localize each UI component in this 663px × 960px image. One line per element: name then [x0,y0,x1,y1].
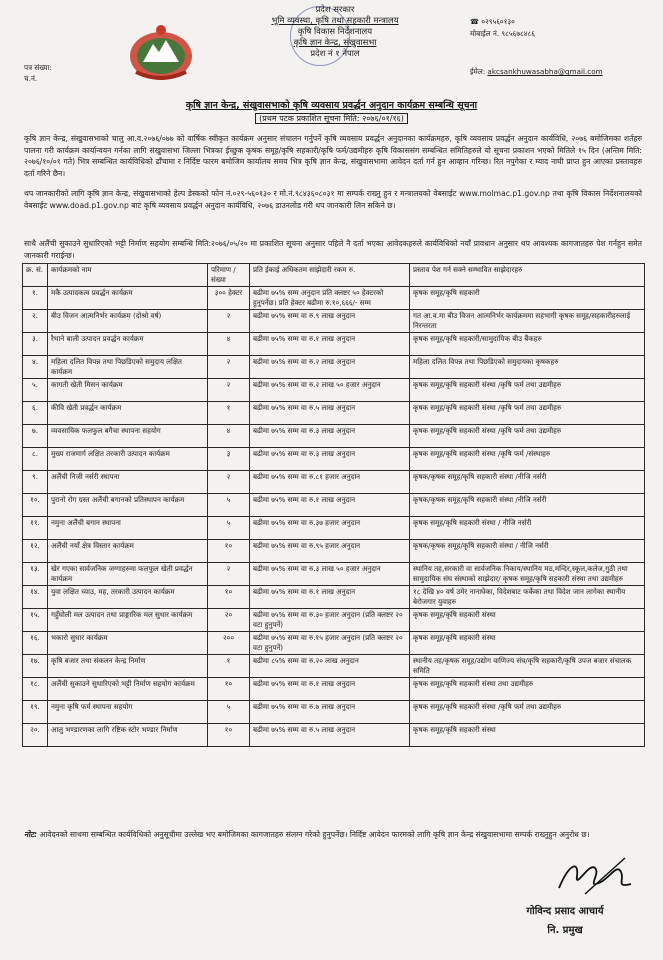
cell-program: बीउ विजन आत्मनिर्भर कार्यक्रम (दोश्रो वर्ष) [48,310,208,333]
table-row [23,471,645,494]
cell-amount: बढीमा ७५% सम्म वा रु.३ लाख अनुदान [250,425,410,448]
cell-amount: बढीमा ७५% सम्म वा रु.५ लाख अनुदान [250,402,410,425]
cell-quantity: ४ [208,333,250,356]
cell-program: भकारो सुधार कार्यक्रम [48,632,208,655]
cell-partners: महिला दलित विपन्न तथा पिछडिएको समुदायका कृषकहरु [410,356,645,379]
table-row [23,287,645,310]
email-label: ईमेल: [470,67,486,76]
cell-sn: ४. [23,356,48,379]
cell-quantity: ४ [208,425,250,448]
cell-amount: बढीमा ७५% सम्म वा रु.१ लाख अनुदान [250,678,410,701]
cell-quantity: ३ [208,448,250,471]
col-header-amount: प्रति ईकाई अधिकतम साझेदारी रकम रु. [250,264,410,287]
cell-quantity: २ [208,310,250,333]
header-line-3: कृषि विकास निर्देशनालय [297,26,373,36]
email-address[interactable]: akcsankhuwasabha@gmail.com [487,67,603,76]
cell-partners: कृषक समूह/कृषि सहकारी संस्था [410,632,645,655]
cell-program: आलु भण्डारणका लागि रष्टिक स्टोर भण्डार निर्माण [48,724,208,747]
cell-amount: बढीमा ७५% सम्म वा रु.५ लाख अनुदान [250,724,410,747]
cell-sn: २०. [23,724,48,747]
cell-sn: १५. [23,609,48,632]
cell-sn: १७. [23,655,48,678]
paragraph-1: कृषि ज्ञान केन्द्र, संखुवासभाको चालु आ.व.२०७६/०७७ को वार्षिक स्वीकृत कार्यक्रम अनुसार संचालन गर्नुपर्ने कृषि व्यवसाय प्रवर्द्धन अनुदानका कार्यक्रमहरु, कृषि व्यवसाय प्रवर्द्धन अनुदान कार्यविधि, २०७६ बमोजिमका शर्तहरु पालना गरी कार्यक्रम कार्यान्वयन गर्नका लागि संखुवासभा जिल्ला भित्रका ईच्छुक कृषक समूह/कृषि सहकारी/कृषि फर्म/उद्यमीहरु कृषि विकाससंग सम्बन्धित समितिहरुले यो सूचना प्रकाशन भएको मितिले १५ दिन (अन्तिम मिति: २०७६/१०/०१ गते) भित्र सम्बन्धित कार्यविधिको ढाँचामा र निर्दिष्ट फारम बमोजिम कार्यालय समय भित्र कृषि ज्ञान केन्द्र, संखुवासभामा आवेदन दर्ता गर्न हुन आव्हान गरिन्छ। रित नपुगेका र म्याद नाघी प्राप्त हुन आएका प्रस्तावहरु दर्ता गरिने छैन। [24,134,642,178]
ref-chalani: च.नं. [24,74,38,83]
cell-quantity: ५ [208,494,250,517]
cell-partners: कृषक समूह/कृषि सहकारी संस्था / नीजि नर्सरी [410,517,645,540]
cell-partners: कृषक समूह/कृषि सहकारी संस्था /कृषि फर्म /संस्थाहरु [410,448,645,471]
reference-block [24,62,52,84]
cell-program: कृषि बजार तथा संकलन केन्द्र निर्माण [48,655,208,678]
cell-amount: बढीमा ७५% सम्म वा रु.३० हजार अनुदान (प्रति क्लष्टर २० वटा हुनुपर्ने) [250,609,410,632]
cell-amount: बढीमा ७५% सम्म वा रु.३७ हजार अनुदान [250,517,410,540]
note-text: आवेदनको साथमा सम्बन्धित कार्यविधिको अनुसूचीमा उल्लेख भए बमोजिमका कागजातहरु संलग्न गरेको हुनुपर्नेछ। निर्दिष्ट आवेदन फारमको लागि कृषि ज्ञान केन्द्र संखुवासभामा सम्पर्क राख्नुहुन अनुरोध छ। [39,830,590,839]
header-line-2: भूमि व्यवस्था, कृषि तथा सहकारी मन्त्रालय [271,15,399,25]
paragraph-3: साथै अलैंची सुकाउने सुधारिएको भट्टी निर्माण सहयोग सम्बन्धि मिति:२०७६/०५/२० मा प्रकाशित सूचना अनुसार पहिले नै दर्ता भएका आवेदकहरुले कार्यविधिको नयाँ प्रावधान अनुसार थप आवश्यक कागजातहरु पेश गर्नहुन समेत जानकारी गराईन्छ। [24,239,642,260]
cell-amount: बढीमा ८५% सम्म वा रु.२० लाख अनुदान [250,655,410,678]
cell-quantity: २ [208,356,250,379]
table-row [23,402,645,425]
program-table [22,263,645,747]
cell-partners: कृषक समूह/कृषि सहकारी संस्था /कृषि फर्म तथा उद्यमीहरु [410,701,645,724]
cell-quantity: १० [208,540,250,563]
cell-sn: ९. [23,471,48,494]
cell-program: कीवि खेती प्रवर्द्धन कार्यक्रम [48,402,208,425]
cell-quantity: ५ [208,701,250,724]
cell-partners: कृषक/कृषक समूह/कृषि सहकारी संस्था /नीजि नर्सरी [410,471,645,494]
cell-program: मकै उत्पादकत्व प्रवर्द्धन कार्यक्रम [48,287,208,310]
cell-partners: स्थानिय तह,सरकारी वा सार्वजनिक निकाय/स्थानिय मठ,मन्दिर,स्कूल,कलेज,गुठी तथा सामुदायिक संघ संस्थाको साझेदार/ कृषक समूह/कृषि सहकारी संस्था तथा उद्यमीहरु [410,563,645,586]
cell-quantity: २ [208,379,250,402]
cell-partners: कृषक समूह/कृषि सहकारी [410,287,645,310]
cell-quantity: २०० [208,632,250,655]
cell-program: अलैंची निजी नर्सरी स्थापना [48,471,208,494]
cell-program: अलैंची नयाँ क्षेत्र विस्तार कार्यक्रम [48,540,208,563]
cell-amount: बढीमा ७५% सम्म वा रु.९५ हजार अनुदान [250,540,410,563]
table-row [23,425,645,448]
cell-sn: ११. [23,517,48,540]
signature-icon [555,854,635,898]
cell-sn: ५. [23,379,48,402]
cell-quantity: २ [208,563,250,586]
table-header-row [23,264,645,287]
cell-sn: १८. [23,678,48,701]
signatory-title: नि. प्रमुख [547,925,583,936]
cell-quantity: १ [208,402,250,425]
cell-sn: ८. [23,448,48,471]
cell-program: नमुना कृषि फर्म स्थापना सहयोग [48,701,208,724]
cell-amount: बढीमा ७५% सम्म वा रु.१ लाख अनुदान [250,586,410,609]
cell-quantity: १० [208,724,250,747]
cell-partners: स्थानीय तह/कृषक समूह/उद्योग वाणिज्य संघ/कृषि सहकारी/कृषि उपज बजार संचालक समिति [410,655,645,678]
cell-partners: कृषक समूह/कृषि सहकारी संस्था /कृषि फर्म तथा उद्यमीहरु [410,379,645,402]
cell-partners: कृषक समूह/कृषि सहकारी संस्था [410,609,645,632]
cell-amount: बढीमा ७५% सम्म वा रु.२ लाख ५० हजार अनुदान [250,379,410,402]
cell-program: गहुँघोली मल उत्पादन तथा प्राङ्गारिक मल सुधार कार्यक्रम [48,609,208,632]
cell-quantity: २ [208,471,250,494]
note [24,829,644,840]
cell-sn: ७. [23,425,48,448]
cell-amount: बढीमा ७५% सम्म वा रु.१५ हजार अनुदान (प्रति क्लष्टर २० वटा हुनुपर्ने) [250,632,410,655]
header-line-1: प्रदेश सरकार [315,4,355,14]
col-header-program: कार्यक्रमको नाम [48,264,208,287]
cell-amount: बढीमा ७५% सम्म वा रु.१ लाख अनुदान [250,333,410,356]
note-label: नोट: [24,830,38,839]
cell-quantity: ३०० हेक्टर [208,287,250,310]
cell-program: व्यवसायिक फलफुल बगैचा स्थापना सहयोग [48,425,208,448]
cell-program: रैथाने बाली उत्पादन प्रवर्द्धन कार्यक्रम [48,333,208,356]
cell-amount: बढीमा ७५% सम्म वा रु.७ लाख अनुदान [250,701,410,724]
phone-number: ☎ ०२९५६०१३० [470,17,515,26]
office-header [235,4,435,59]
cell-partners: कृषक/कृषक समूह/कृषि सहकारी संस्था / नीजि नर्सरी [410,540,645,563]
col-header-quantity: परिमाण /संख्या [208,264,250,287]
cell-program: पुरानो रोग ग्रस्त अलैंची बगानको प्रतिस्थापन कार्यक्रम [48,494,208,517]
cell-amount: बढीमा ७५% सम्म वा रु.१ लाख अनुदान [250,494,410,517]
cell-program: महिला दलित विपन्न तथा पिछडिएको समुदाय लक्षित कार्यक्रम [48,356,208,379]
cell-program: मुख्य राजमार्ग लक्षित तरकारी उत्पादन कार्यक्रम [48,448,208,471]
cell-sn: १०. [23,494,48,517]
cell-quantity: ५ [208,517,250,540]
table-row [23,379,645,402]
cell-program: अलैंची सुकाउने सुधारिएको भट्टी निर्माण सहयोग कार्यक्रम [48,678,208,701]
ref-patra: पत्र संख्या: [24,63,52,72]
cell-partners: कृषक/कृषक समूह/कृषि सहकारी संस्था /नीजि नर्सरी [410,494,645,517]
table-row [23,517,645,540]
table-row [23,655,645,678]
cell-sn: २. [23,310,48,333]
cell-partners: कृषक समूह/कृषि सहकारी संस्था /कृषि फर्म तथा उद्यमीहरु [410,402,645,425]
cell-sn: ३. [23,333,48,356]
cell-sn: १२. [23,540,48,563]
cell-amount: बढीमा ७५% सम्म वा रु.८१ हजार अनुदान [250,471,410,494]
cell-partners: कृषक समूह/कृषि सहकारी संस्था तथा उद्यमीहरु [410,678,645,701]
cell-quantity: १० [208,678,250,701]
table-row [23,609,645,632]
cell-program: नमुना अलैंची बगान स्थापना [48,517,208,540]
cell-sn: ६. [23,402,48,425]
cell-program: खेर गएका सार्वजनिक जग्गाहरुमा फलफुल खेती प्रवर्द्धन कार्यक्रम [48,563,208,586]
table-row [23,494,645,517]
col-header-sn: क्र. सं. [23,264,48,287]
cell-partners: कृषक समूह/कृषि सहकारी संस्था [410,724,645,747]
table-body [23,287,645,747]
cell-quantity: १० [208,586,250,609]
publish-date-box: (प्रथम पटक प्रकाशित सूचना मिति: २०७६/०१/१६) [255,113,408,124]
cell-amount: बढीमा ७५% सम्म वा रु.३ लाख अनुदान [250,448,410,471]
table-row [23,448,645,471]
cell-partners: १८ देखि ४० वर्ष उमेर नानाघेका, विदेशबाट फर्केका तथा विदेश जान लागेका स्थानीय बेरोजगार युवाहरु [410,586,645,609]
email-row [470,66,660,78]
table-row [23,310,645,333]
table-row [23,586,645,609]
header-line-4: कृषि ज्ञान केन्द्र, संखुवासभा [293,37,377,47]
cell-sn: १३. [23,563,48,586]
cell-amount: बढीमा ७५% सम्म अनुदान प्रति क्लष्टर ५० हेक्टरको हुनुपर्नेछ। प्रति हेक्टर बढीमा रु.१०,६६६/- सम्म [250,287,410,310]
table-row [23,678,645,701]
cell-sn: १६. [23,632,48,655]
cell-quantity: २० [208,609,250,632]
table-row [23,333,645,356]
notice-subtitle [0,113,663,124]
table-row [23,356,645,379]
table-row [23,563,645,586]
table-row [23,540,645,563]
paragraph-2: थप जानकारीको लागि कृषि ज्ञान केन्द्र, संखुवासभाको हेल्प डेस्कको फोन नं.०२९-५६०१३० र मो.नं.९८४३६०८०३१ मा सम्पर्क राख्नु हुन र मन्त्रालयको वेबसाईट www.molmac.p1.gov.np तथा कृषि विकास निर्देशनालयको वेबसाईट www.doad.p1.gov.np बाट कृषि व्यवसाय प्रवर्द्धन अनुदान कार्यविधि, २०७६ डाउनलोड गरी थप जानकारी लिन सकिने छ। [24,189,642,210]
cell-amount: बढीमा ७५% सम्म वा रु.३ लाख ५० हजार अनुदान [250,563,410,586]
nepal-emblem-icon [126,22,196,84]
cell-partners: कृषक समूह/कृषि सहकारी/सामुदायिक बीउ बैंकहरु [410,333,645,356]
cell-program: युवा लक्षित च्याउ, मह, तरकारी उत्पादन कार्यक्रम [48,586,208,609]
cell-partners: गत आ.व.मा बीउ विजन आत्मनिर्भर कार्यक्रममा सहभागी कृषक समूह/सहकारीहरुलाई निरन्तरता [410,310,645,333]
cell-amount: बढीमा ७५% सम्म वा रु.९ लाख अनुदान [250,310,410,333]
table-row [23,701,645,724]
contact-block [470,16,660,78]
cell-program: कागती खेती मिसन कार्यक्रम [48,379,208,402]
col-header-partners: प्रस्ताव पेश गर्न सक्ने सम्भावित साझेदारहरु [410,264,645,287]
cell-sn: १९. [23,701,48,724]
notice-title: कृषि ज्ञान केन्द्र, संखुवासभाको कृषि व्यवसाय प्रवर्द्धन अनुदान कार्यक्रम सम्बन्धि सूचना [185,100,478,111]
table-row [23,724,645,747]
mobile-number: मोबाईल नं. ९८५६७८४८६ [470,29,536,38]
table-row [23,632,645,655]
signatory-name: गोविन्द प्रसाद आचार्य [526,906,604,917]
cell-sn: १४. [23,586,48,609]
header-line-5: प्रदेश नं १ नेपाल [310,48,360,58]
cell-amount: बढीमा ७५% सम्म वा रु.२ लाख अनुदान [250,356,410,379]
cell-partners: कृषक समूह/कृषि सहकारी संस्था /कृषि फर्म तथा उद्यमीहरु [410,425,645,448]
cell-quantity: १ [208,655,250,678]
cell-sn: १. [23,287,48,310]
